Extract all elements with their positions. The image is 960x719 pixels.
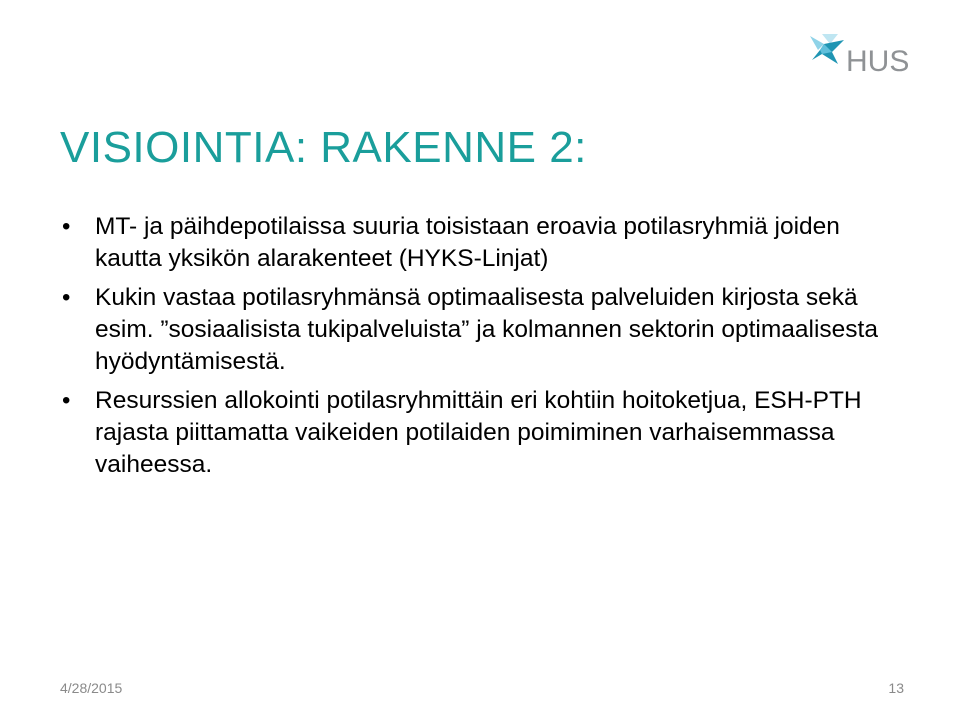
bullet-text: Resurssien allokointi potilasryhmittäin eri kohtiin hoitoketjua, ESH-PTH rajasta piittamatta vaikeiden potilaiden poimiminen varhaisemmassa vaiheessa. [95, 387, 862, 478]
bullet-dot-icon: • [62, 284, 71, 311]
bullet-dot-icon: • [62, 213, 71, 240]
footer-date: 4/28/2015 [60, 680, 123, 696]
bullet-dot-icon: • [62, 387, 71, 414]
bullet-item [60, 211, 880, 275]
bullet-item [60, 282, 880, 378]
logo-text: HUS [846, 45, 910, 78]
bullet-item [60, 385, 880, 481]
hus-logo-mark-icon [808, 30, 848, 70]
hus-logo [808, 30, 918, 80]
bullet-text: MT- ja päihdepotilaissa suuria toisistaan eroavia potilasryhmiä joiden kautta yksikön alarakenteet (HYKS-Linjat) [95, 213, 840, 272]
slide-title: VISIOINTIA: RAKENNE 2: [60, 123, 587, 172]
bullet-text: Kukin vastaa potilasryhmänsä optimaalisesta palveluiden kirjosta sekä esim. ”sosiaalisista tukipalveluista” ja kolmannen sektorin optimaalisesta hyödyntämisestä. [95, 284, 878, 375]
bullet-list [60, 211, 880, 488]
page-number: 13 [888, 680, 904, 696]
